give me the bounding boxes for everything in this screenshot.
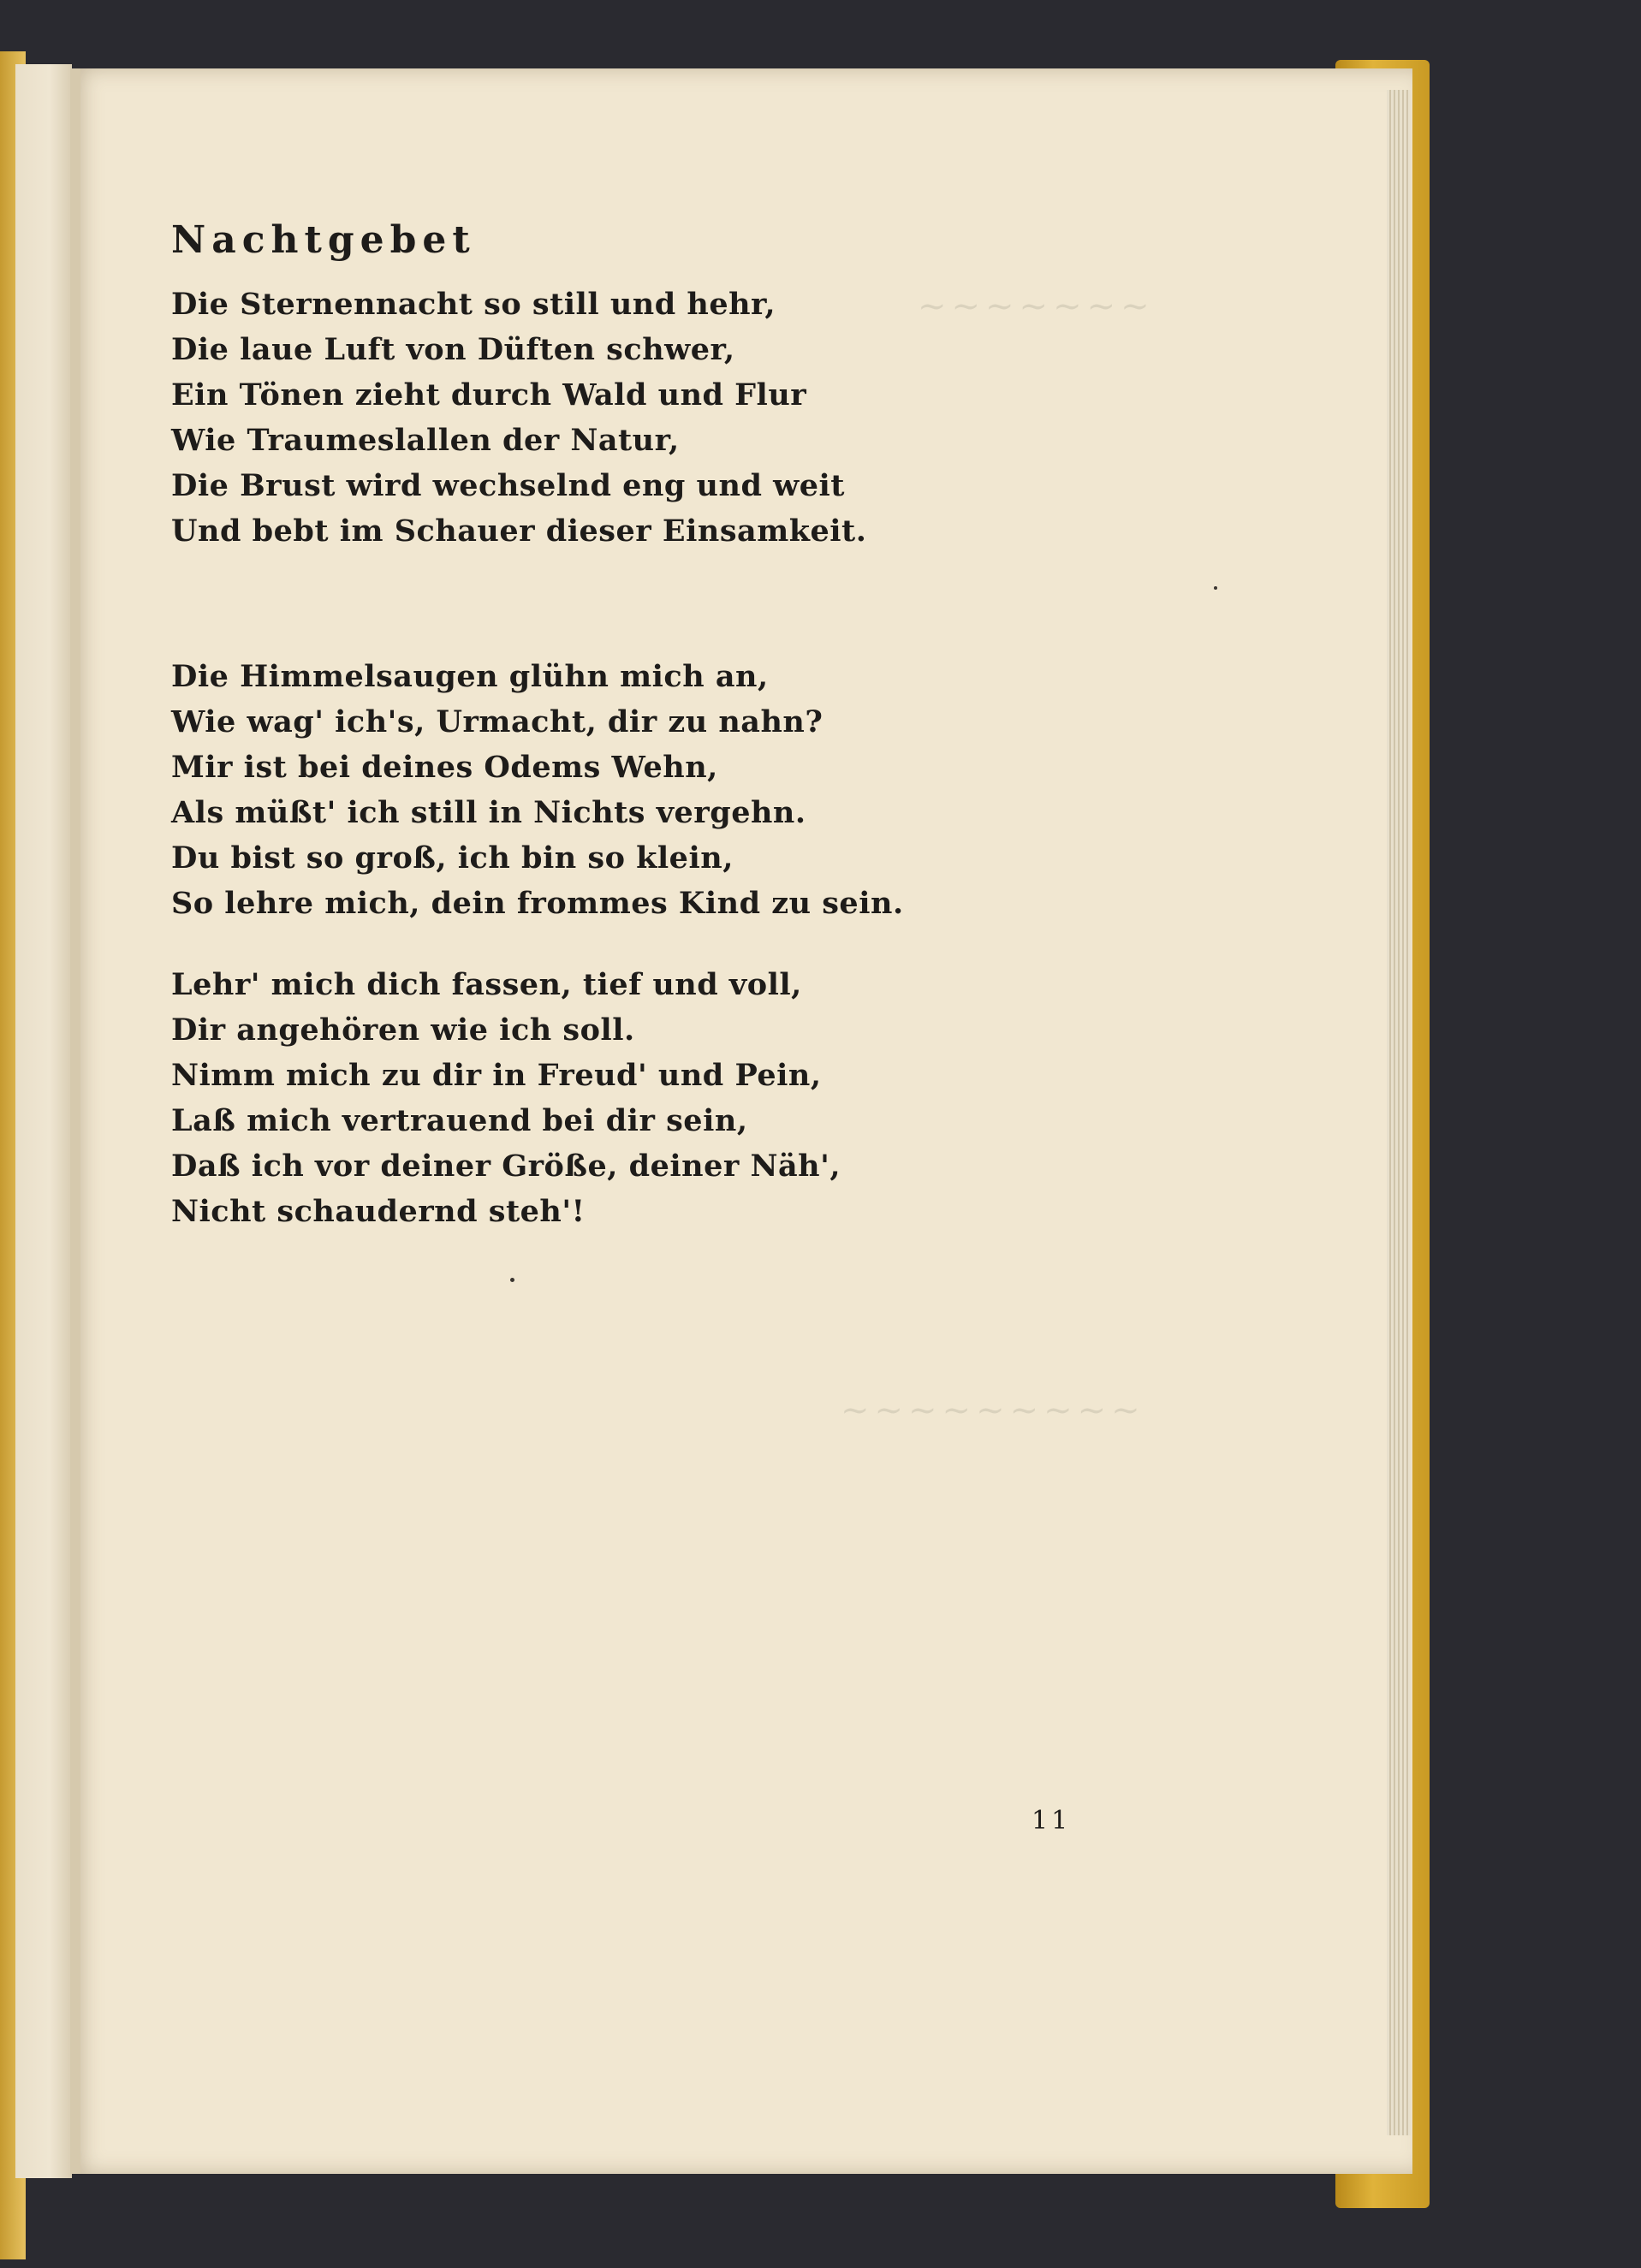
poem-line: Wie Traumeslallen der Natur, [171, 423, 680, 458]
ink-speck [510, 1278, 514, 1282]
poem-title: Nachtgebet [171, 218, 476, 262]
poem-line: Mir ist bei deines Odems Wehn, [171, 750, 718, 785]
poem-line: Die Sternennacht so still und hehr, [171, 287, 776, 322]
ink-speck [1214, 586, 1217, 590]
page-gutter [70, 68, 80, 2174]
poem-line: Die Brust wird wechselnd eng und weit [171, 468, 845, 503]
poem-line: Dir angehören wie ich soll. [171, 1012, 635, 1048]
poem-line: Nicht schaudernd steh'! [171, 1194, 586, 1229]
bleed-through-text: ~~~~~~~ ~~~~~~~~~ [841, 287, 1155, 1430]
poem-line: Laß mich vertrauend bei dir sein, [171, 1103, 748, 1138]
poem-line: So lehre mich, dein frommes Kind zu sein. [171, 886, 904, 921]
poem-line: Und bebt im Schauer dieser Einsamkeit. [171, 514, 867, 549]
page-number: 11 [1032, 1806, 1072, 1836]
poem-line: Die laue Luft von Düften schwer, [171, 332, 735, 367]
poem-line: Du bist so groß, ich bin so klein, [171, 840, 734, 876]
poem-line: Lehr' mich dich fassen, tief und voll, [171, 967, 802, 1002]
poem-line: Ein Tönen zieht durch Wald und Flur [171, 377, 807, 413]
page-stack-edge [1387, 90, 1411, 2135]
poem-line: Wie wag' ich's, Urmacht, dir zu nahn? [171, 704, 823, 739]
poem-line: Daß ich vor deiner Größe, deiner Näh', [171, 1149, 841, 1184]
poem-line: Die Himmelsaugen glühn mich an, [171, 659, 769, 694]
poem-line: Nimm mich zu dir in Freud' und Pein, [171, 1058, 822, 1093]
facing-page-edge [15, 64, 72, 2178]
poem-line: Als müßt' ich still in Nichts vergehn. [171, 795, 806, 830]
